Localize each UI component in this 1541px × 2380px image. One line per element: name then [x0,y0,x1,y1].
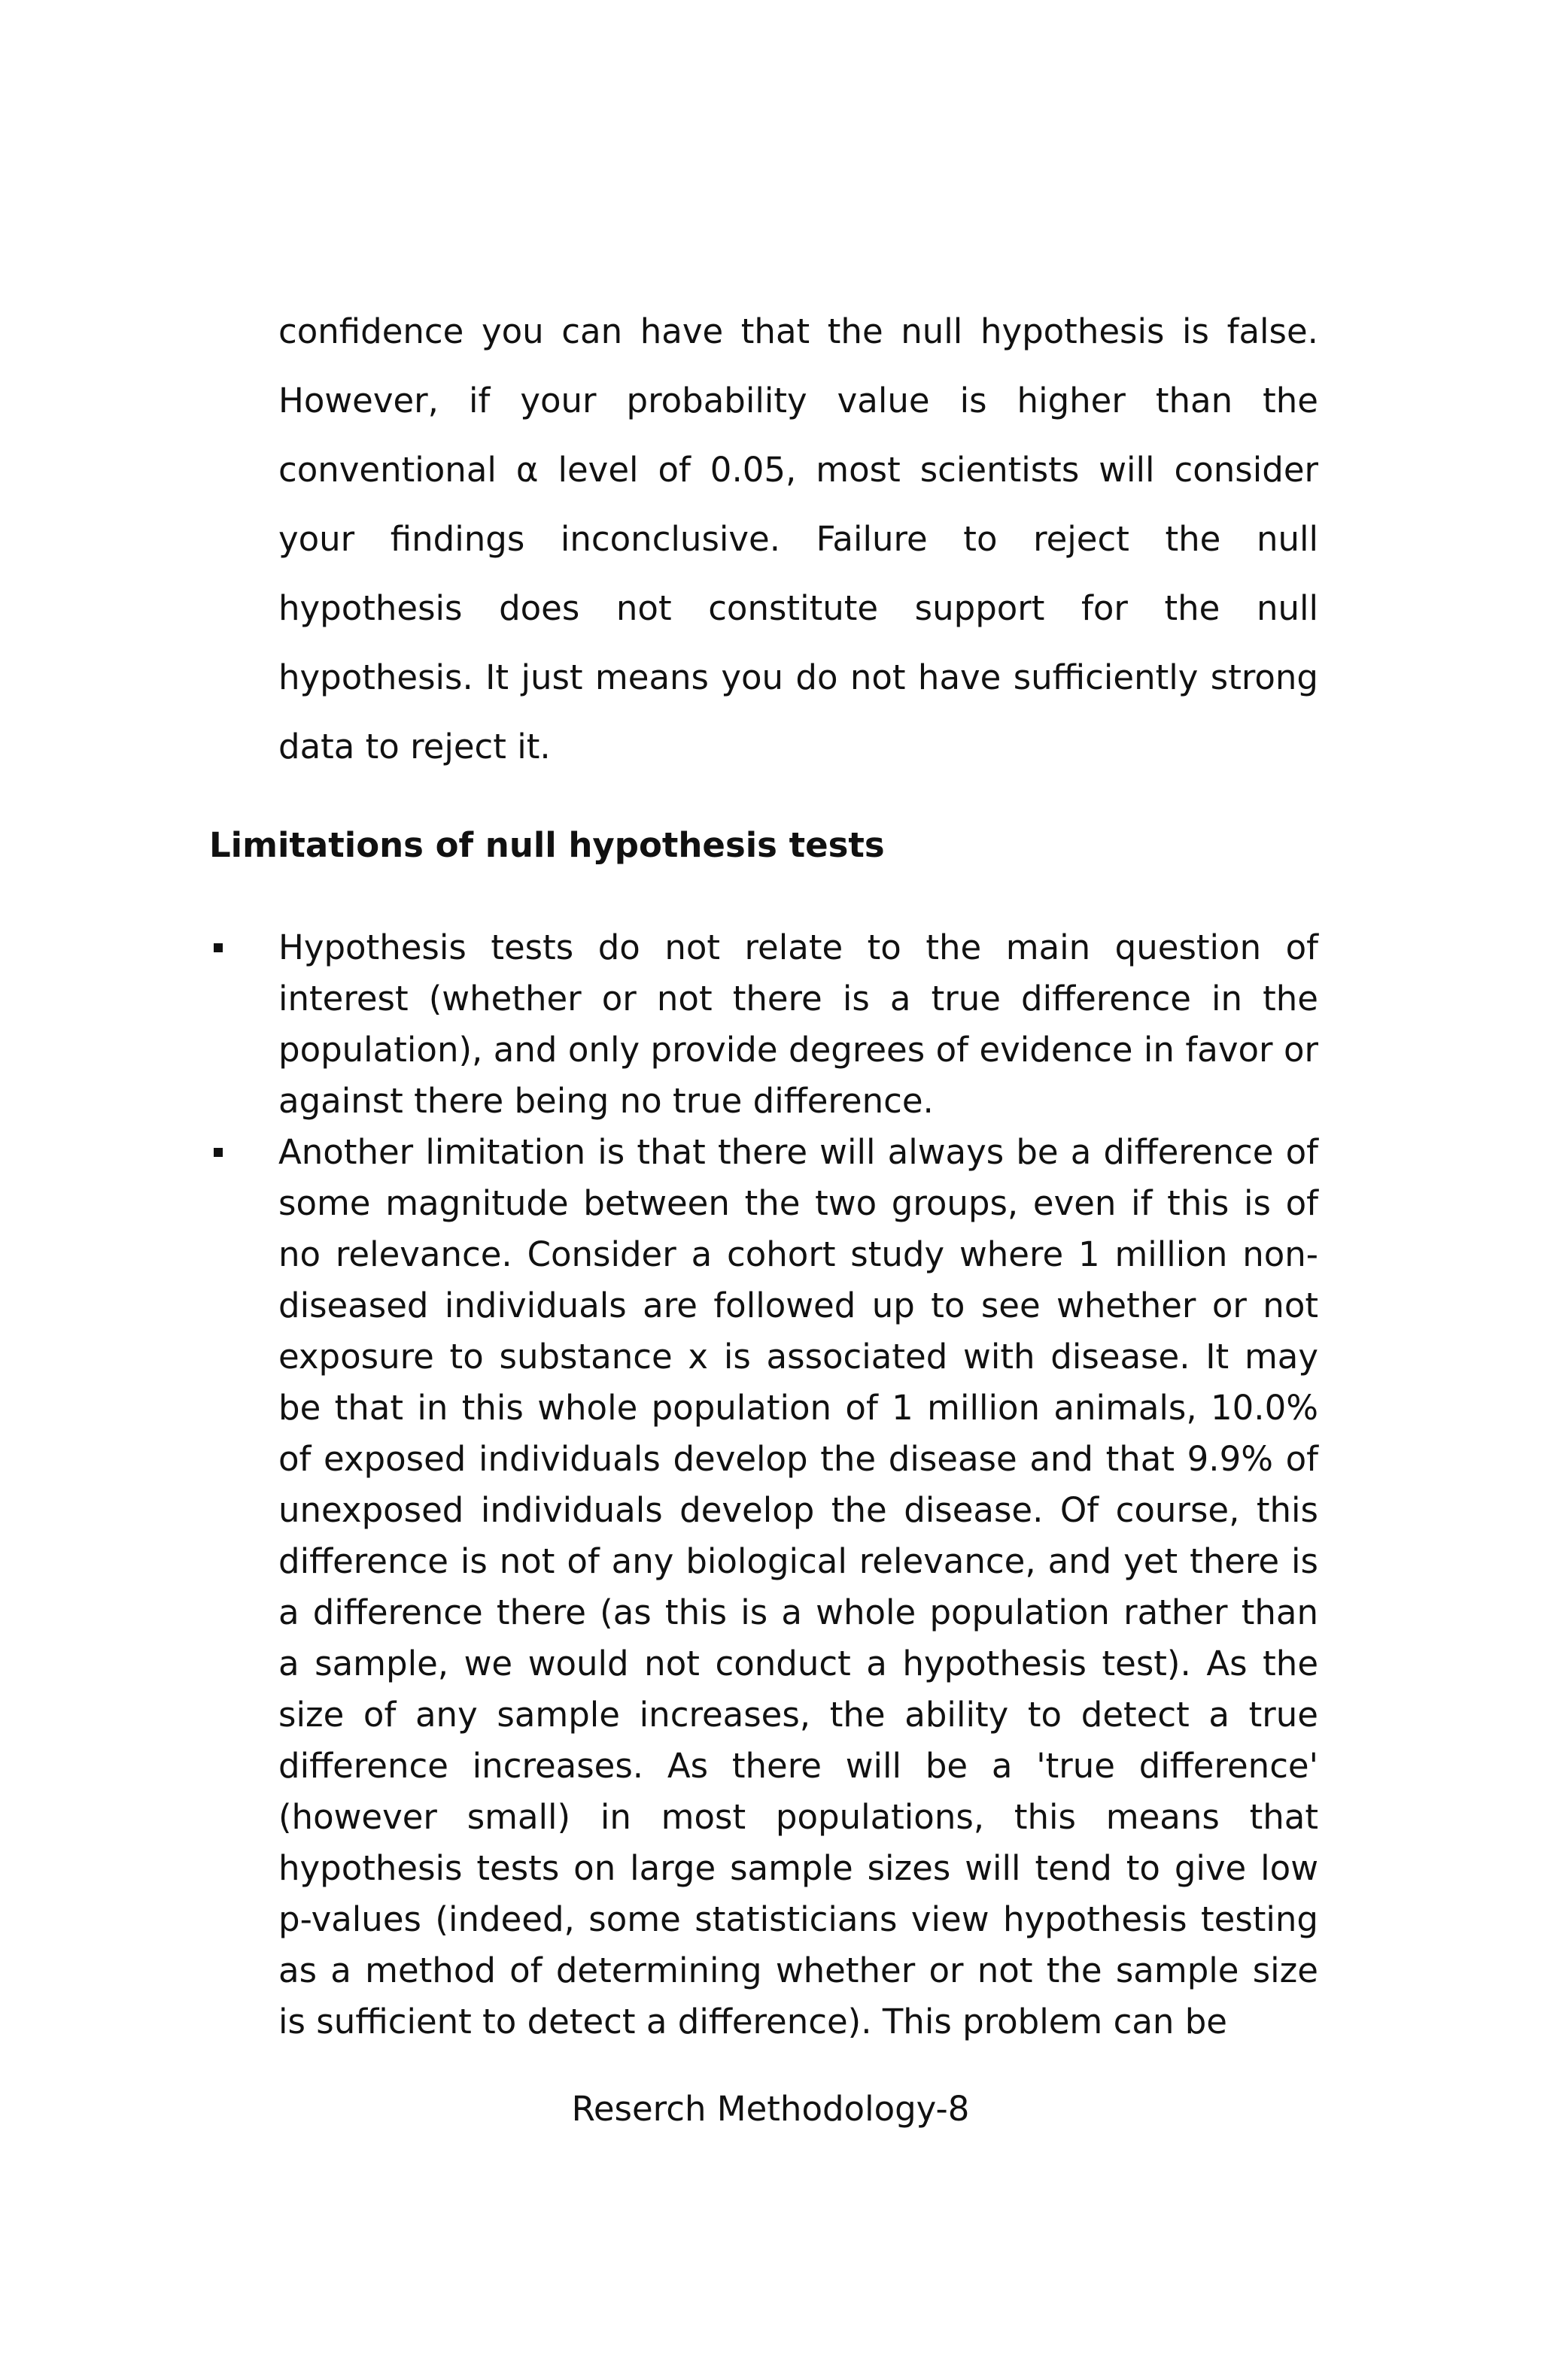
intro-paragraph: confidence you can have that the null hypothesis is false. However, if your probability value is higher than the conventional α level of 0.05, most scientists will consider your findings inconclusive. Failure to reject the null hypothesis does not constitute support for the null hypothesis. It just means you do not have sufficiently strong data to reject it. [278,311,1318,767]
list-item [211,1127,1318,2048]
section-heading: Limitations of null hypothesis tests [209,825,885,865]
list-item [211,922,1318,1127]
list-item-text: Hypothesis tests do not relate to the main question of interest (whether or not there is a true difference in the population), and only provide degrees of evidence in favor or against there being no true difference. [278,927,1318,1121]
page-footer: Reserch Methodology-8 [571,2089,970,2129]
list-item-text: Another limitation is that there will always be a difference of some magnitude between the two groups, even if this is of no relevance. Consider a cohort study where 1 million non-diseased individuals are followed up to see whether or not exposure to substance x is associated with disease. It may be that in this whole population of 1 million animals, 10.0% of exposed individuals develop the disease and that 9.9% of unexposed individuals develop the disease. Of course, this difference is not of any biological relevance, and yet there is a difference there (as this is a whole population rather than a sample, we would not conduct a hypothesis test). As the size of any sample increases, the ability to detect a true difference increases. As there will be a 'true difference' (however small) in most populations, this means that hypothesis tests on large sample sizes will tend to give low p-values (indeed, some statisticians view hypothesis testing as a method of determining whether or not the sample size is sufficient to detect a difference). This problem can be [278,1132,1318,2042]
square-bullet-icon [214,943,223,952]
limitations-list [211,922,1318,2048]
square-bullet-icon [214,1148,223,1157]
